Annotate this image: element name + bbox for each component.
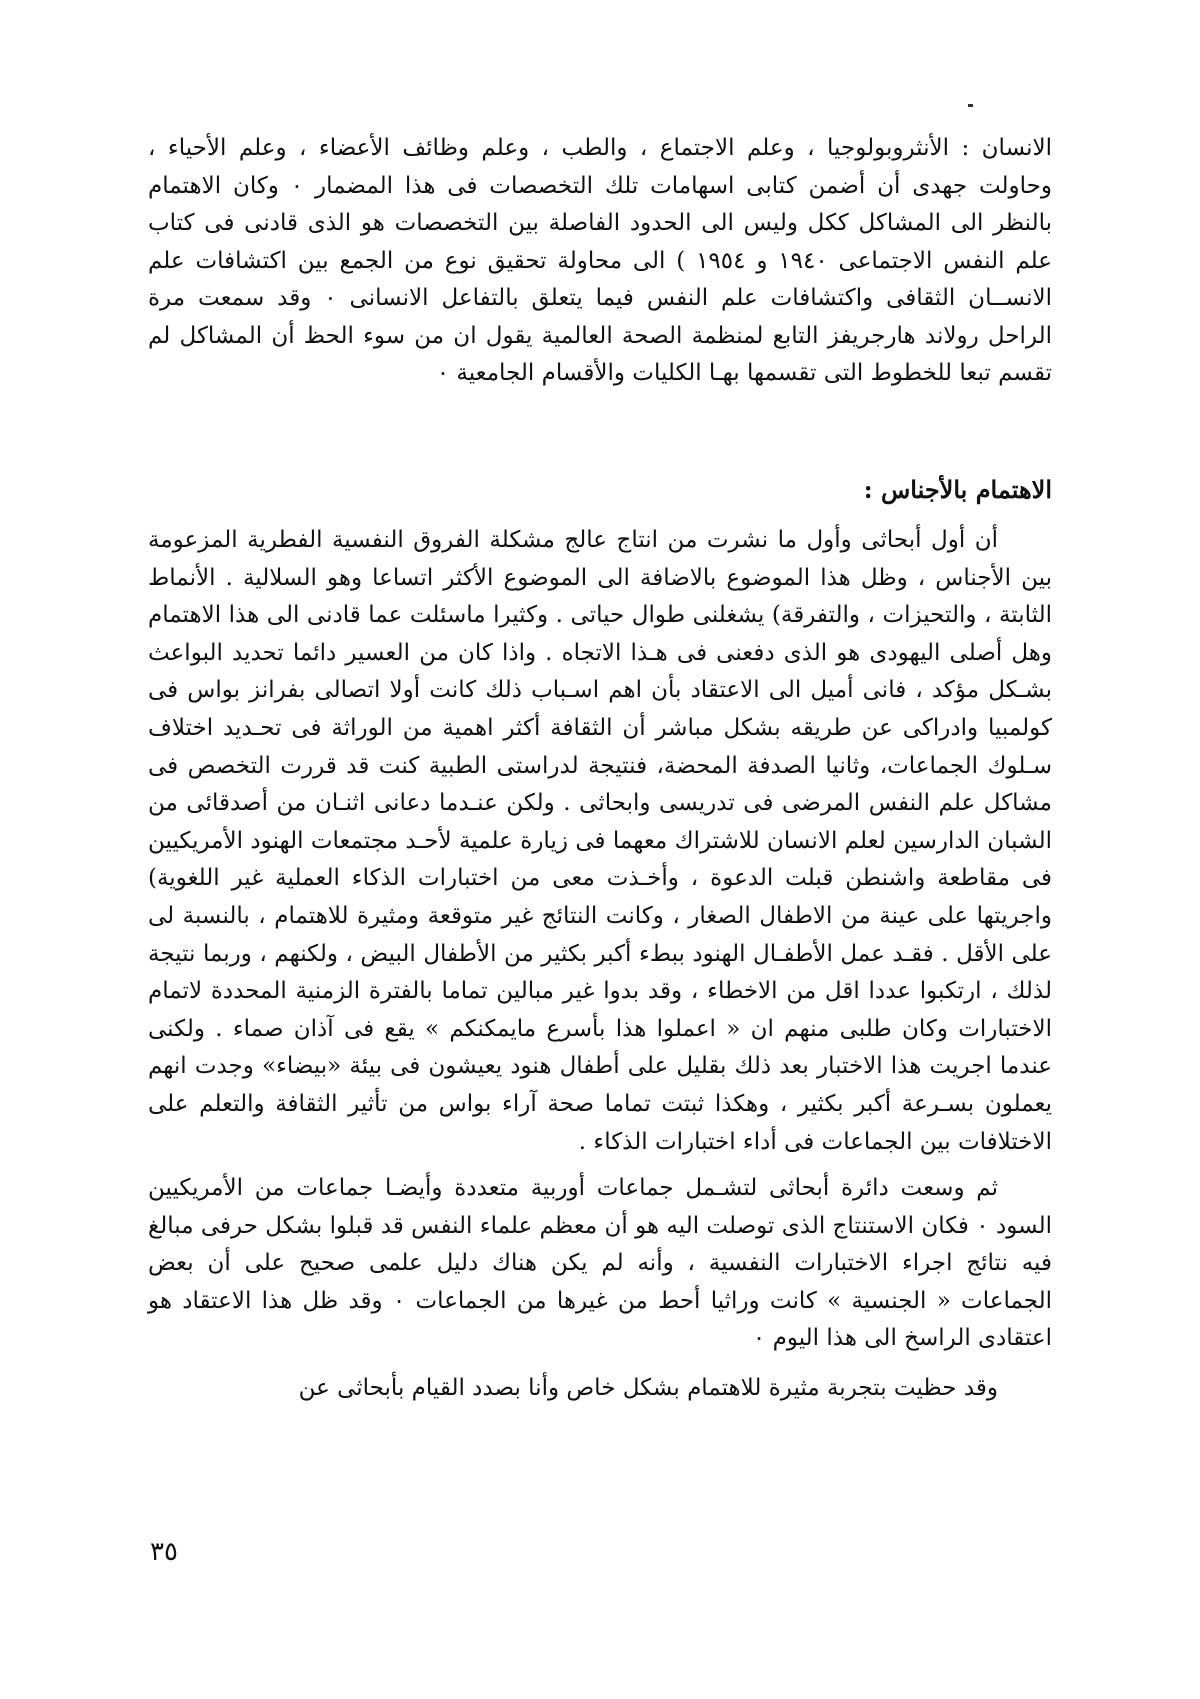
section-heading: الاهتمام بالأجناس : xyxy=(863,475,1052,504)
paragraph-groups: ثم وسعت دائرة أبحاثى لتشـمل جماعات أوربية متعددة وأيضـا جماعات من الأمريكيين السود ٠ فكان الاستنتاج الذى توصلت اليه هو أن معظم علماء النفس قد قبلوا بشكل حرفى مبالغ فيه نتائج اجراء الاختبارات النفسية ، وأنه لم يكن هناك دليل علمى صحيح على أن بعض الجماعات « الجنسية » كانت وراثيا أحط من غيرها من الجماعات ٠ وقد ظل هذا الاعتقاد هو اعتقادى الراسخ الى هذا اليوم ٠ xyxy=(148,1175,1052,1351)
paragraph-experience: وقد حظيت بتجربة مثيرة للاهتمام بشكل خاص وأنا بصدد القيام بأبحاثى عن xyxy=(298,1375,998,1401)
paragraph-intro: الانسان : الأنثروبولوجيا ، وعلم الاجتماع ، والطب ، وعلم وظائف الأعضاء ، وعلم الأحياء ، وحاولت جهدى أن أضمن كتابى اسهامات تلك التخصصات فى هذا المضمار ٠ وكان الاهتمام بالنظر الى المشاكل ككل وليس الى الحدود الفاصلة بين التخصصات هو الذى قادنى فى كتاب علم النفس الاجتماعى ١٩٤٠ و ١٩٥٤ ) الى محاولة تحقيق نوع من الجمع بين اكتشافات علم الانســان الثقافى واكتشافات علم النفس فيما يتعلق بالتفاعل الانسانى ٠ وقد سمعت مرة الراحل رولاند هارجريفز التابع لمنظمة الصحة العالمية يقول ان من سوء الحظ أن المشاكل لم تقسم تبعا للخطوط التى تقسمها بهـا الكليات والأقسام الجامعية ٠ xyxy=(148,135,1052,386)
page-body xyxy=(148,130,1052,1401)
scan-speck xyxy=(968,104,973,107)
paragraph-research: أن أول أبحاثى وأول ما نشرت من انتاج عالج مشكلة الفروق النفسية الفطرية المزعومة بين الأجناس ، وظل هذا الموضوع بالاضافة الى الموضوع الأكثر اتساعا وهو السلالية . الأنماط الثابتة ، والتحيزات ، والتفرقة) يشغلنى طوال حياتى . وكثيرا ماسئلت عما قادنى الى هذا الاهتمام وهل أصلى اليهودى هو الذى دفعنى فى هـذا الاتجاه . واذا كان من العسير دائما تحديد البواعث بشـكل مؤكد ، فانى أميل الى الاعتقاد بأن اهم اسـباب ذلك كانت أولا اتصالى بفرانز بواس فى كولمبيا وادراكى عن طريقه بشكل مباشر أن الثقافة أكثر اهمية من الوراثة فى تحـديد اختلاف سـلوك الجماعات، وثانيا الصدفة المحضة، فنتيجة لدراستى الطبية كنت قد قررت التخصص فى مشاكل علم النفس المرضى فى تدريسى وابحاثى . ولكن عنـدما دعانى اثنـان من أصدقائى من الشبان الدارسين لعلم الانسان للاشتراك معهما فى زيارة علمية لأحـد مجتمعات الهنود الأمريكيين فى مقاطعة واشنطن قبلت الدعوة ، وأخـذت معى من اختبارات الذكاء العملية غير اللغوية) واجريتها على عينة من الاطفال الصغار ، وكانت النتائج غير متوقعة ومثيرة للاهتمام ، بالنسبة لى على الأقل . فقـد عمل الأطفـال الهنود ببطء أكبر بكثير من الأطفال البيض ، ولكنهم ، وربما نتيجة لذلك ، ارتكبوا عددا اقل من الاخطاء ، وقد بدوا غير مبالين تماما بالفترة الزمنية المحددة لاتمام الاختبارات وكان طلبى منهم ان « اعملوا هذا بأسرع مايمكنكم » يقع فى آذان صماء . ولكنى عندما اجريت هذا الاختبار بعد ذلك بقليل على أطفال هنود يعيشون فى بيئة «بيضاء» وجدت انهم يعملون بسـرعة أكبر بكثير ، وهكذا ثبتت تماما صحة آراء بواس من تأثير الثقافة والتعلم على الاختلافات بين الجماعات فى أداء اختبارات الذكاء . xyxy=(148,527,1052,1155)
page-number: ٣٥ xyxy=(150,1537,178,1567)
